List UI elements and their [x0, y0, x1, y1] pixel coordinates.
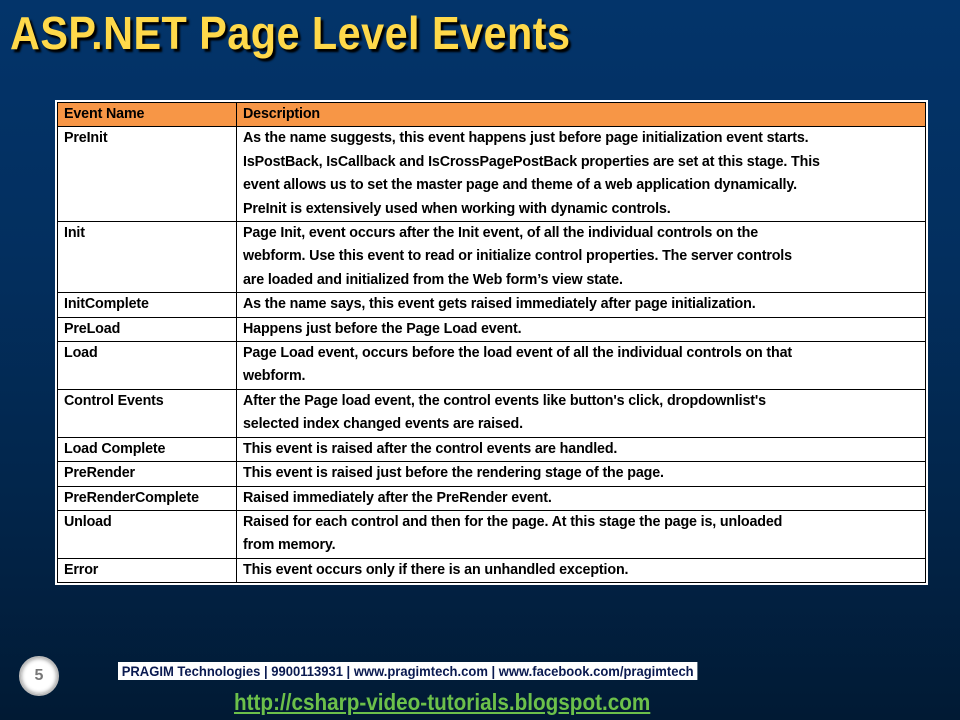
event-name: PreRenderComplete — [58, 486, 237, 510]
event-description — [237, 389, 926, 437]
event-name: Load Complete — [58, 437, 237, 461]
description-line: webform. — [243, 368, 306, 385]
table-row — [58, 127, 926, 222]
event-description — [237, 317, 926, 341]
event-description — [237, 486, 926, 510]
description-line: PreInit is extensively used when working with dynamic controls. — [243, 200, 671, 217]
slide-title: ASP.NET Page Level Events — [10, 7, 571, 59]
description-line: After the Page load event, the control events like button's click, dropdownlist's — [243, 392, 766, 409]
table-row — [58, 293, 926, 317]
table-row — [58, 558, 926, 582]
column-header-description: Description — [237, 103, 926, 127]
event-name: Init — [58, 222, 237, 293]
table-row — [58, 222, 926, 293]
event-name: Load — [58, 342, 237, 390]
event-description — [237, 222, 926, 293]
table-row — [58, 486, 926, 510]
event-description — [237, 127, 926, 222]
table-row — [58, 462, 926, 486]
event-name: PreLoad — [58, 317, 237, 341]
description-line: Page Init, event occurs after the Init event, of all the individual controls on the — [243, 225, 759, 242]
description-line: This event is raised after the control events are handled. — [243, 440, 618, 457]
table-header-row — [58, 103, 926, 127]
events-table — [55, 100, 928, 585]
description-line: webform. Use this event to read or initialize control properties. The server controls — [243, 248, 792, 265]
footer-contact: PRAGIM Technologies | 9900113931 | www.pragimtech.com | www.facebook.com/pragimtech — [118, 662, 697, 680]
description-line: As the name says, this event gets raised immediately after page initialization. — [243, 296, 756, 313]
table-row — [58, 317, 926, 341]
event-name: PreRender — [58, 462, 237, 486]
blog-link[interactable]: http://csharp-video-tutorials.blogspot.com — [234, 689, 651, 715]
table-row — [58, 389, 926, 437]
event-name: Unload — [58, 510, 237, 558]
event-description — [237, 558, 926, 582]
description-line: event allows us to set the master page and theme of a web application dynamically. — [243, 177, 797, 194]
event-name: InitComplete — [58, 293, 237, 317]
event-name: Control Events — [58, 389, 237, 437]
description-line: Raised immediately after the PreRender event. — [243, 489, 552, 506]
column-header-event-name: Event Name — [58, 103, 237, 127]
description-line: This event occurs only if there is an unhandled exception. — [243, 561, 629, 578]
event-description — [237, 437, 926, 461]
table-row — [58, 342, 926, 390]
description-line: This event is raised just before the rendering stage of the page. — [243, 465, 664, 482]
page-number: 5 — [19, 656, 59, 696]
table-row — [58, 510, 926, 558]
event-description — [237, 462, 926, 486]
event-name: PreInit — [58, 127, 237, 222]
description-line: from memory. — [243, 537, 336, 554]
description-line: IsPostBack, IsCallback and IsCrossPagePostBack properties are set at this stage. This — [243, 153, 820, 170]
description-line: selected index changed events are raised. — [243, 416, 523, 433]
event-description — [237, 510, 926, 558]
event-name: Error — [58, 558, 237, 582]
event-description — [237, 342, 926, 390]
description-line: Raised for each control and then for the page. At this stage the page is, unloaded — [243, 513, 783, 530]
description-line: Page Load event, occurs before the load event of all the individual controls on that — [243, 345, 793, 362]
event-description — [237, 293, 926, 317]
description-line: Happens just before the Page Load event. — [243, 320, 522, 337]
description-line: are loaded and initialized from the Web form’s view state. — [243, 271, 623, 288]
table-row — [58, 437, 926, 461]
description-line: As the name suggests, this event happens just before page initialization event starts. — [243, 130, 809, 147]
